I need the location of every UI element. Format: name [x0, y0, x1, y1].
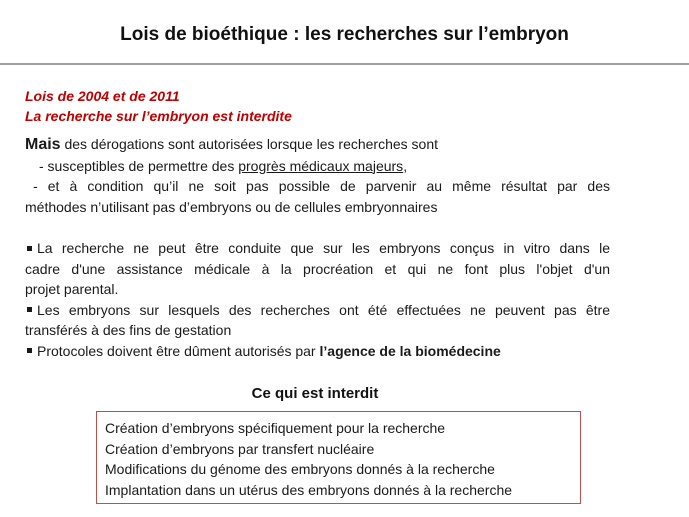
bullet-square-icon	[27, 246, 32, 251]
laws-forbidden: La recherche sur l’embryon est interdite	[25, 108, 292, 124]
condition-2-line-2: transférés à des fins de gestation	[25, 322, 232, 338]
list-item: Création d’embryons par transfert nucléaire	[105, 440, 375, 457]
mais-word: Mais	[25, 136, 61, 153]
slide-title: Lois de bioéthique : les recherches sur l’embryon	[120, 24, 569, 45]
condition-2-line-1	[25, 300, 610, 321]
condition-3	[25, 341, 610, 362]
condition-1-text-1: La recherche ne peut être conduite que sur les embryons conçus in vitro dans le	[37, 240, 610, 256]
exception-item-1	[25, 156, 610, 177]
exception-item-2-line-1: - et à condition qu’il ne soit pas possible de parvenir au même résultat par des	[33, 178, 610, 194]
bullet-square-icon	[27, 307, 32, 312]
interdit-box	[96, 411, 581, 504]
item1-prefix: - susceptibles de permettre des	[39, 157, 239, 174]
list-item: Modifications du génome des embryons donnés à la recherche	[105, 461, 495, 477]
item1-suffix: ,	[403, 157, 408, 174]
agence-biomedecine: l’agence de la biomédecine	[319, 342, 501, 359]
list-item: Création d’embryons spécifiquement pour la recherche	[105, 420, 446, 436]
exception-item-2-line-2: méthodes n’utilisant pas d’embryons ou de cellules embryonnaires	[25, 198, 438, 215]
list-item: Implantation dans un utérus des embryons donnés à la recherche	[105, 481, 513, 498]
progres-medicaux: progrès médicaux majeurs	[238, 157, 404, 174]
conditions-block	[25, 238, 610, 361]
bullet-square-icon	[27, 348, 32, 353]
lead-rest: des dérogations sont autorisées lorsque les recherches sont	[60, 136, 439, 152]
exceptions-block	[25, 134, 610, 217]
condition-1-line-3: projet parental.	[25, 281, 119, 297]
condition-2-text-1: Les embryons sur lesquels des recherches ont été effectuées ne peuvent pas être	[37, 301, 610, 318]
exceptions-lead	[25, 134, 610, 156]
condition-1-line-2: cadre d'une assistance médicale à la procréation et qui ne font plus l'objet d'un	[25, 260, 610, 277]
condition-3-text: Protocoles doivent être dûment autorisés par	[37, 342, 320, 359]
title-divider	[0, 63, 689, 65]
interdit-heading: Ce qui est interdit	[251, 385, 379, 402]
laws-years: Lois de 2004 et de 2011	[25, 88, 180, 104]
condition-1-line-1	[25, 238, 610, 259]
